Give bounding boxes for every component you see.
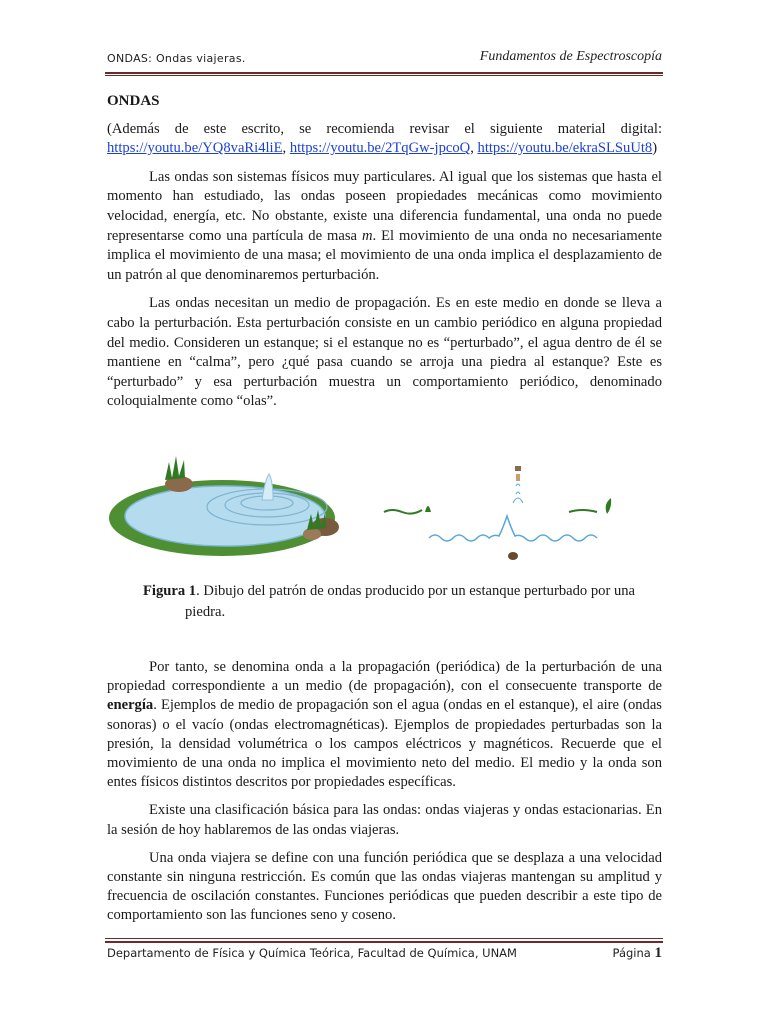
left-bank — [384, 510, 422, 514]
falling-stone-1 — [515, 466, 521, 471]
figure-caption-line2: piedra. — [185, 604, 226, 620]
pond-water — [125, 486, 325, 546]
drop-1 — [516, 484, 520, 486]
pond-wave-drawing — [107, 450, 662, 580]
page-label: Página — [612, 946, 655, 960]
paragraph-3-after: . Ejemplos de medio de propagación son el agua (ondas en el estanque), el aire (ondas sonoras) o el vacío (ondas electromagnéticas). Ejemplos de propiedades perturbadas son la presión, la densidad volumétrica o los campos eléctricos y magnéticos. Recuerde que el movimiento de una onda no implica el movimiento neto del medio. El medio y la onda son entes físicos distintos descritos por propiedades específicas. — [107, 697, 662, 791]
figure-caption — [143, 581, 663, 623]
falling-stone-2 — [516, 474, 520, 481]
paragraph-4: Existe una clasificación básica para las ondas: ondas viajeras y ondas estacionarias. En la sesión de hoy hablaremos de las ondas viajeras. — [107, 802, 662, 838]
document-body-bottom — [107, 658, 662, 926]
video-link-1[interactable]: https://youtu.be/YQ8vaRi4liE — [107, 140, 283, 157]
right-bank — [569, 510, 597, 512]
paragraph-1 — [107, 168, 662, 286]
paragraph-1-before: Las ondas son sistemas físicos muy particulares. Al igual que los sistemas que hasta el momento han estudiado, las ondas poseen propiedades mecánicas como movimiento velocidad, energía, etc. No obstante, existe una diferencia fundamental, una onda no puede representarse como una partícula de masa — [107, 168, 662, 244]
footer-department: Departamento de Física y Química Teórica, Facultad de Química, UNAM — [107, 946, 517, 960]
header-rule-thin — [105, 75, 663, 76]
link-separator-1: , — [282, 140, 290, 157]
intro-text: (Además de este escrito, se recomienda revisar el siguiente material digital: — [107, 120, 662, 137]
intro-close: ) — [652, 140, 658, 157]
wave-profile — [429, 516, 597, 541]
document-body-top — [107, 88, 662, 412]
paragraph-5: Una onda viajera se define con una función periódica que se desplaza a una velocidad constante sin ninguna restricción. Es común que las ondas viajeras mantengan su amplitud y frecuencia de oscilación constantes. Funciones periódicas que pueden describir a este tipo de comportamiento son las funciones seno y coseno. — [107, 849, 662, 924]
figure-caption-text: . Dibujo del patrón de ondas producido por un estanque perturbado por una — [196, 583, 636, 599]
mass-symbol: m — [361, 227, 373, 244]
link-separator-2: , — [470, 140, 478, 157]
video-link-2[interactable]: https://youtu.be/2TqGw-jpcoQ — [289, 140, 471, 157]
footer-page — [613, 945, 662, 962]
drop-2 — [516, 492, 520, 494]
left-grass — [425, 506, 431, 512]
header-rule — [105, 72, 663, 74]
footer-rule-thin — [105, 938, 663, 939]
paragraph-2: Las ondas necesitan un medio de propagación. Es en este medio en donde se lleva a cabo la perturbación. Esta perturbación consiste en un cambio periódico en alguna propiedad del medio. Consideren un estanque; si el estanque no es “perturbado”, el agua dentro de él se mantiene en “calma”, pero ¿qué pasa cuando se arroja una piedra al estanque? Este es “perturbado” y esa perturbación muestra un comportamiento periódico, denominado coloquialmente como “olas”. — [107, 295, 662, 410]
section-title: ONDAS — [107, 93, 160, 109]
energy-term: energía — [107, 697, 154, 714]
figure-pond-illustration — [107, 450, 662, 580]
right-grass — [606, 498, 612, 514]
rock-3 — [303, 528, 321, 540]
page-number: 1 — [654, 945, 662, 961]
paragraph-1-after: . El movimiento de una onda no necesariamente implica el movimiento de una masa; el movimiento de una onda implica el desplazamiento de un patrón al que denominaremos perturbación. — [107, 227, 663, 283]
footer-rule — [105, 941, 663, 943]
grass-tuft-1 — [165, 456, 185, 480]
paragraph-3-before: Por tanto, se denomina onda a la propagación (periódica) de la perturbación de una propiedad correspondiente a un medio (de propagación), con el consecuente transporte de — [107, 659, 662, 695]
paragraph-3 — [107, 658, 662, 792]
video-link-3[interactable]: https://youtu.be/ekraSLSuUt8 — [477, 140, 653, 157]
header-right-title: Fundamentos de Espectroscopía — [479, 49, 662, 64]
intro-paragraph — [107, 120, 662, 159]
header-left-title: ONDAS: Ondas viajeras. — [107, 52, 246, 65]
splash-small — [513, 498, 523, 503]
figure-label: Figura 1 — [143, 583, 197, 599]
sunk-stone — [508, 552, 518, 560]
